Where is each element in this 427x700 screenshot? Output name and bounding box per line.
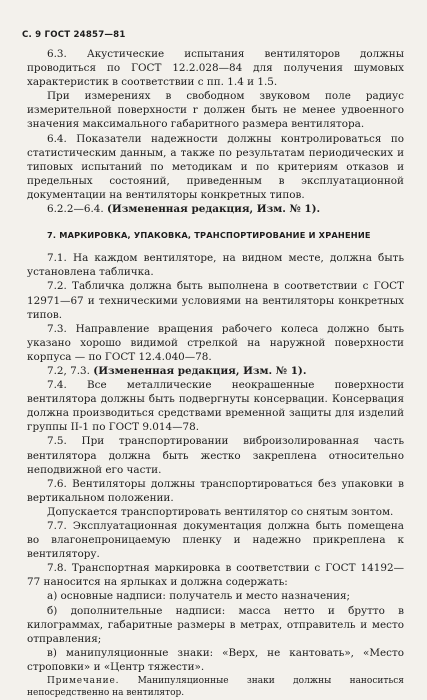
- page-body: [27, 47, 404, 700]
- paragraph-6-4: 6.4. Показатели надежности должны контролироваться по статистическим данным, а также по результатам периодических и типовых испытаний по методикам и по критериям отказов и предельных состояний, приведенным в эксплуатационной документации на вентиляторы конкретных типов.: [27, 132, 404, 201]
- amendment-note-6: [27, 202, 404, 216]
- paragraph-7-6-note: Допускается транспортировать вентилятор со снятым зонтом.: [47, 505, 394, 518]
- paragraph-7-8: 7.8. Транспортная маркировка в соответствии с ГОСТ 14192—77 наносится на ярлыках и должна содержать:: [27, 562, 404, 589]
- paragraph-6-3-radius: При измерениях в свободном звуковом поле радиус измерительной поверхности r должен быть не менее удвоенного значения максимального габаритного размера вентилятора.: [27, 90, 404, 131]
- list-item-b: б) дополнительные надписи: масса нетто и брутто в килограммах, габаритные размеры в метрах, отправитель и место отправления;: [27, 604, 404, 645]
- section-heading-7: 7. МАРКИРОВКА, УПАКОВКА, ТРАНСПОРТИРОВАНИЕ И ХРАНЕНИЕ: [47, 230, 371, 241]
- footnote-label: Примечание.: [47, 676, 120, 687]
- paragraph-7-7: 7.7. Эксплуатационная документация должна быть помещена во влагонепроницаемую пленку и надежно прикреплена к вентилятору.: [27, 520, 404, 561]
- paragraph-6-3: 6.3. Акустические испытания вентиляторов должны проводиться по ГОСТ 12.2.028—84 для получения шумовых характеристик в соответствии с пп. 1.4 и 1.5.: [27, 48, 404, 89]
- paragraph-7-4: 7.4. Все металлические неокрашенные поверхности вентилятора должны быть подвергнуты консервации. Консервация должна производиться средствами временной защиты для изделий группы II-1 по ГОСТ 9.014—78.: [27, 379, 404, 434]
- paragraph-7-6: 7.6. Вентиляторы должны транспортироваться без упаковки в вертикальном положении.: [27, 477, 404, 504]
- footnote: [27, 675, 404, 700]
- list-item-a: а) основные надписи: получатель и место назначения;: [47, 590, 351, 603]
- amendment-ref-6: 6.2.2—6.4.: [47, 203, 104, 216]
- amendment-ref-7: 7.2, 7.3.: [47, 364, 90, 377]
- paragraph-7-5: 7.5. При транспортировании виброизолированная часть вентилятора должна быть жестко закреплена относительно неподвижной его части.: [27, 435, 404, 476]
- amendment-note-7: [27, 364, 404, 378]
- amendment-text-7: (Измененная редакция, Изм. № 1).: [93, 364, 307, 377]
- paragraph-7-1: 7.1. На каждом вентиляторе, на видном месте, должна быть установлена табличка.: [27, 252, 404, 279]
- paragraph-7-2: 7.2. Табличка должна быть выполнена в соответствии с ГОСТ 12971—67 и техническими условиями на вентиляторы конкретных типов.: [27, 280, 404, 321]
- list-item-c: в) манипуляционные знаки: «Верх, не кантовать», «Место строповки» и «Центр тяжести».: [27, 646, 404, 673]
- footnote-text: Манипуляционные знаки должны наноситься непосредственно на вентилятор.: [27, 676, 404, 699]
- paragraph-7-3: 7.3. Направление вращения рабочего колеса должно быть указано хорошо видимой стрелкой на наружной поверхности корпуса — по ГОСТ 12.4.040—78.: [27, 322, 404, 363]
- page-header: С. 9 ГОСТ 24857—81: [22, 30, 126, 40]
- amendment-text-6: (Измененная редакция, Изм. № 1).: [106, 203, 321, 216]
